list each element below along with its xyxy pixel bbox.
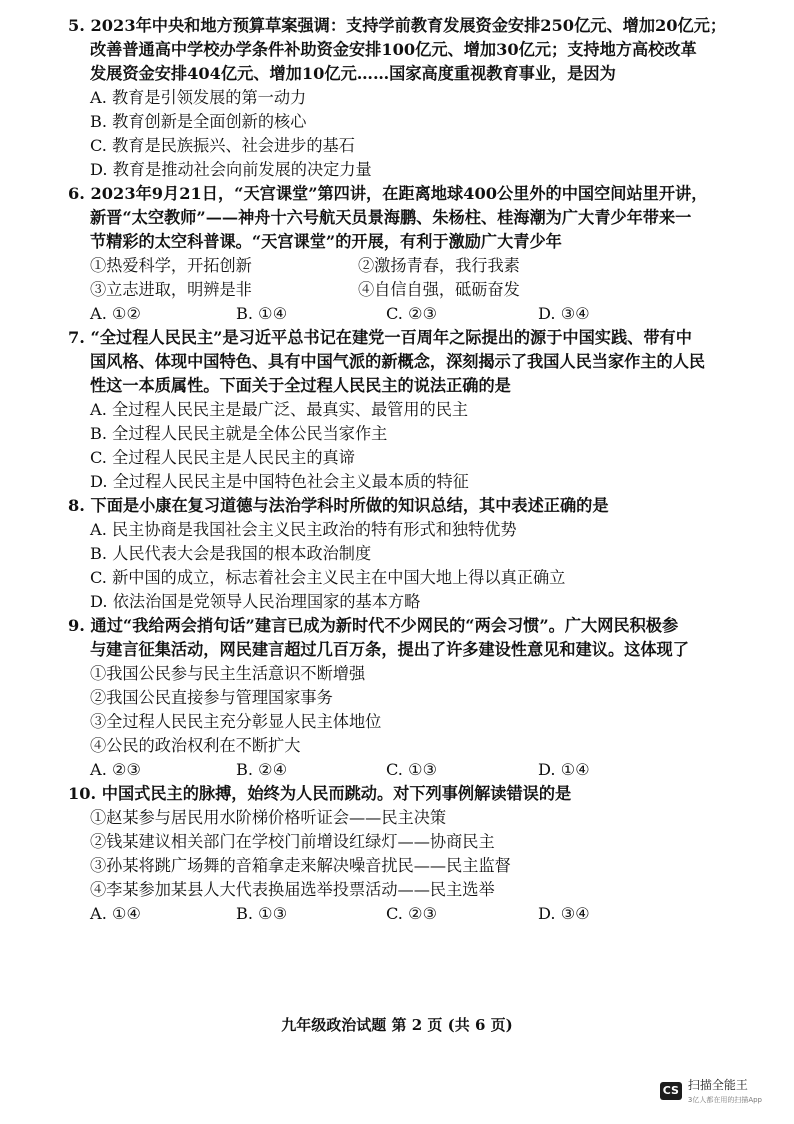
question-5-line-1: 5. 2023年中央和地方预算草案强调：支持学前教育发展资金安排250亿元、增加20亿元； — [68, 16, 727, 35]
question-5-option-d: D. 教育是推动社会向前发展的决定力量 — [90, 160, 372, 179]
question-6-item-4: ④自信自强，砥砺奋发 — [358, 280, 520, 299]
question-9-choice-a: A. ②③ — [90, 760, 142, 779]
question-8-option-a: A. 民主协商是我国社会主义民主政治的特有形式和独特优势 — [90, 520, 517, 539]
question-7-line-3: 性这一本质属性。下面关于全过程人民民主的说法正确的是 — [90, 376, 511, 395]
question-6-item-3: ③立志进取，明辨是非 — [90, 280, 252, 299]
camscanner-logo-icon: CS — [660, 1082, 682, 1100]
question-9-item-4: ④公民的政治权利在不断扩大 — [90, 736, 301, 755]
question-6-item-1: ①热爱科学，开拓创新 — [90, 256, 252, 275]
question-7-line-2: 国风格、体现中国特色、具有中国气派的新概念，深刻揭示了我国人民当家作主的人民 — [90, 352, 706, 371]
question-10-line-1: 10. 中国式民主的脉搏，始终为人民而跳动。对下列事例解读错误的是 — [68, 784, 572, 803]
scanner-watermark — [660, 1076, 762, 1105]
question-9-line-2: 与建言征集活动，网民建言超过几百万条，提出了许多建设性意见和建议。这体现了 — [90, 640, 689, 659]
question-10-item-1: ①赵某参与居民用水阶梯价格听证会——民主决策 — [90, 808, 447, 827]
question-6-items-row-1 — [68, 254, 748, 278]
question-5-option-a: A. 教育是引领发展的第一动力 — [90, 88, 307, 107]
question-8-line-1: 8. 下面是小康在复习道德与法治学科时所做的知识总结，其中表述正确的是 — [68, 496, 609, 515]
question-10-choices — [68, 902, 748, 926]
question-6 — [68, 182, 748, 326]
question-5-line-2: 改善普通高中学校办学条件补助资金安排100亿元、增加30亿元；支持地方高校改革 — [90, 40, 697, 59]
question-6-choice-c: C. ②③ — [386, 304, 438, 323]
question-9-choice-d: D. ①④ — [538, 760, 590, 779]
question-8-option-c: C. 新中国的成立，标志着社会主义民主在中国大地上得以真正确立 — [90, 568, 566, 587]
question-10-item-4: ④李某参加某县人大代表换届选举投票活动——民主选举 — [90, 880, 495, 899]
question-9-choices — [68, 758, 748, 782]
question-9-choice-b: B. ②④ — [236, 760, 288, 779]
watermark-subtitle: 3亿人都在用的扫描App — [687, 1096, 762, 1104]
question-7 — [68, 326, 748, 494]
question-6-choice-b: B. ①④ — [236, 304, 288, 323]
question-6-choice-a: A. ①② — [90, 304, 142, 323]
question-9-choice-c: C. ①③ — [386, 760, 438, 779]
question-8-option-b: B. 人民代表大会是我国的根本政治制度 — [90, 544, 372, 563]
question-10-item-2: ②钱某建议相关部门在学校门前增设红绿灯——协商民主 — [90, 832, 495, 851]
question-10-choice-d: D. ③④ — [538, 904, 590, 923]
question-10-choice-b: B. ①③ — [236, 904, 288, 923]
watermark-title: 扫描全能王 — [687, 1078, 748, 1092]
question-7-option-b: B. 全过程人民民主就是全体公民当家作主 — [90, 424, 388, 443]
question-list — [68, 14, 748, 926]
question-9-line-1: 9. 通过“我给两会捎句话”建言已成为新时代不少网民的“两会习惯”。广大网民积极参 — [68, 616, 679, 635]
question-7-option-a: A. 全过程人民民主是最广泛、最真实、最管用的民主 — [90, 400, 469, 419]
question-7-option-c: C. 全过程人民民主是人民民主的真谛 — [90, 448, 355, 467]
question-10-item-3: ③孙某将跳广场舞的音箱拿走来解决噪音扰民——民主监督 — [90, 856, 511, 875]
question-6-item-2: ②激扬青春，我行我素 — [358, 256, 520, 275]
question-10-choice-c: C. ②③ — [386, 904, 438, 923]
question-9 — [68, 614, 748, 782]
question-6-choices — [68, 302, 748, 326]
question-5-line-3: 发展资金安排404亿元、增加10亿元……国家高度重视教育事业，是因为 — [90, 64, 616, 83]
question-9-item-1: ①我国公民参与民主生活意识不断增强 — [90, 664, 366, 683]
question-6-line-1: 6. 2023年9月21日，“天宫课堂”第四讲，在距离地球400公里外的中国空间站里开讲， — [68, 184, 708, 203]
watermark-text — [688, 1076, 762, 1105]
question-10 — [68, 782, 748, 926]
question-6-line-2: 新晋“太空教师”——神舟十六号航天员景海鹏、朱杨柱、桂海潮为广大青少年带来一 — [90, 208, 692, 227]
question-8 — [68, 494, 748, 614]
question-7-line-1: 7. “全过程人民民主”是习近平总书记在建党一百周年之际提出的源于中国实践、带有中 — [68, 328, 692, 347]
question-9-item-3: ③全过程人民民主充分彰显人民主体地位 — [90, 712, 382, 731]
question-8-option-d: D. 依法治国是党领导人民治理国家的基本方略 — [90, 592, 421, 611]
question-6-items-row-2 — [68, 278, 748, 302]
question-9-item-2: ②我国公民直接参与管理国家事务 — [90, 688, 333, 707]
question-10-choice-a: A. ①④ — [90, 904, 142, 923]
page-footer: 九年级政治试题 第 2 页 (共 6 页) — [281, 1016, 513, 1034]
question-6-line-3: 节精彩的太空科普课。“天宫课堂”的开展，有利于激励广大青少年 — [90, 232, 562, 251]
question-5 — [68, 14, 748, 182]
question-6-choice-d: D. ③④ — [538, 304, 590, 323]
question-5-option-b: B. 教育创新是全面创新的核心 — [90, 112, 307, 131]
question-5-option-c: C. 教育是民族振兴、社会进步的基石 — [90, 136, 355, 155]
question-7-option-d: D. 全过程人民民主是中国特色社会主义最本质的特征 — [90, 472, 469, 491]
